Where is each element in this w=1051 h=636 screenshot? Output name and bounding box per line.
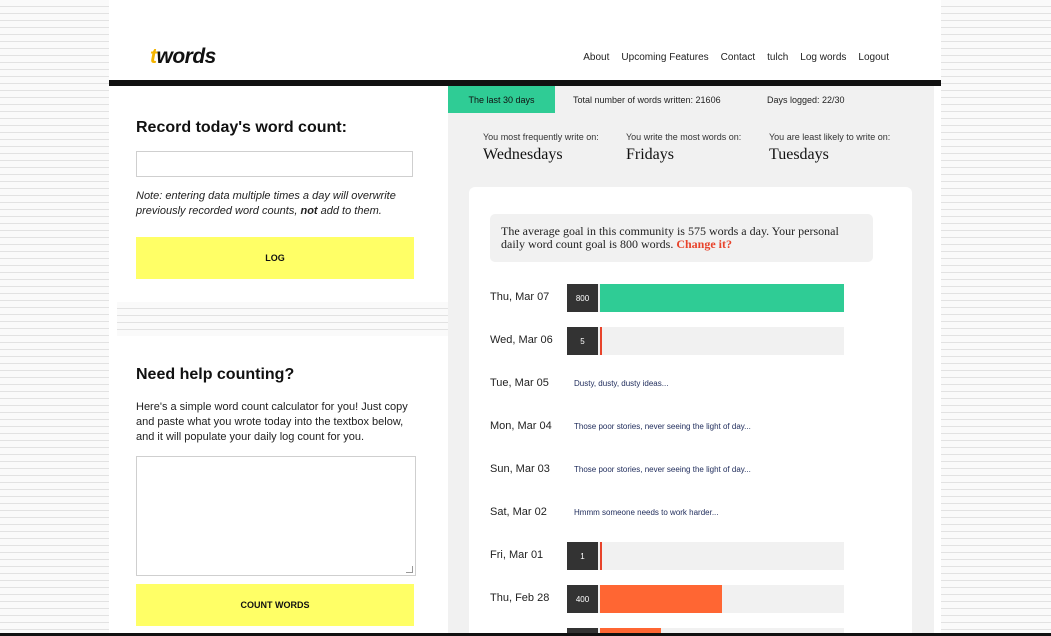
fact-value: Wednesdays	[483, 146, 563, 163]
day-message: Those poor stories, never seeing the light of day...	[574, 465, 751, 474]
nav-upcoming-features[interactable]: Upcoming Features	[621, 52, 709, 63]
fact-label: You are least likely to write on:	[769, 132, 891, 142]
site-header	[109, 0, 941, 80]
tab-last-30-days[interactable]: The last 30 days	[448, 86, 555, 113]
days-logged: Days logged: 22/30	[767, 95, 845, 105]
day-message: Hmmm someone needs to work harder...	[574, 508, 719, 517]
nav-username[interactable]: tulch	[767, 52, 789, 63]
fact-value: Fridays	[626, 146, 674, 163]
progress-track	[567, 327, 844, 355]
left-column	[117, 86, 433, 636]
help-card	[117, 336, 433, 636]
day-count-badge: 400	[567, 585, 598, 613]
help-card-title: Need help counting?	[136, 366, 295, 383]
card-separator	[117, 302, 449, 336]
day-count-badge: 800	[567, 284, 598, 312]
day-message: Those poor stories, never seeing the light of day...	[574, 422, 751, 431]
day-date: Tue, Mar 05	[490, 377, 549, 389]
day-row	[490, 370, 890, 398]
log-note-prefix: Note: entering data multiple times a day will overwrite previously recorded word counts,	[136, 190, 396, 217]
fact-label: You most frequently write on:	[483, 132, 599, 142]
day-row	[490, 413, 890, 441]
progress-track	[567, 542, 844, 570]
goal-box	[490, 214, 873, 262]
day-date: Thu, Mar 07	[490, 291, 550, 303]
fact-most-words	[626, 132, 741, 164]
change-goal-link[interactable]: Change it?	[676, 237, 732, 251]
logo-word: words	[156, 45, 216, 68]
day-message: Dusty, dusty, dusty ideas...	[574, 379, 669, 388]
fact-least-likely	[769, 132, 890, 164]
day-date: Mon, Mar 04	[490, 420, 552, 432]
progress-fill	[600, 585, 722, 613]
day-row	[490, 585, 890, 613]
log-button[interactable]: LOG	[136, 237, 414, 279]
day-date: Thu, Feb 28	[490, 592, 550, 604]
day-row	[490, 284, 890, 312]
day-date: Sun, Mar 03	[490, 463, 550, 475]
main-nav	[583, 52, 889, 63]
site-logo[interactable]	[150, 45, 216, 69]
log-note-bold: not	[300, 205, 318, 217]
nav-log-words[interactable]: Log words	[800, 52, 847, 63]
log-note	[136, 189, 416, 219]
log-note-suffix: add to them.	[317, 205, 382, 217]
nav-about[interactable]: About	[583, 52, 610, 63]
progress-fill	[600, 327, 602, 355]
day-row	[490, 327, 890, 355]
nav-logout[interactable]: Logout	[858, 52, 889, 63]
total-words: Total number of words written: 21606	[573, 95, 721, 105]
fact-most-frequent	[483, 132, 599, 164]
log-card-title: Record today's word count:	[136, 119, 347, 136]
resize-grip-icon[interactable]	[406, 566, 413, 573]
fact-value: Tuesdays	[769, 146, 829, 163]
day-count-badge: 5	[567, 327, 598, 355]
fact-label: You write the most words on:	[626, 132, 742, 142]
day-row	[490, 456, 890, 484]
progress-fill	[600, 284, 844, 312]
word-count-input[interactable]	[136, 151, 413, 177]
day-date: Wed, Mar 06	[490, 334, 553, 346]
day-row	[490, 499, 890, 527]
day-count-badge: 1	[567, 542, 598, 570]
goal-text	[501, 225, 861, 251]
goal-description: The average goal in this community is 575 words a day. Your personal daily word count goal is 800 words.	[501, 224, 839, 251]
day-date: Fri, Mar 01	[490, 549, 544, 561]
log-card	[117, 86, 433, 302]
stats-bar	[448, 86, 934, 113]
daily-log-panel	[469, 187, 912, 636]
count-words-button[interactable]: COUNT WORDS	[136, 584, 414, 626]
stats-column	[448, 86, 934, 636]
help-text: Here's a simple word count calculator for you! Just copy and paste what you wrote today into the textbox below, and it will populate your daily log count for you.	[136, 401, 408, 443]
day-row	[490, 542, 890, 570]
progress-fill	[600, 542, 602, 570]
word-count-textarea[interactable]	[136, 456, 416, 576]
page-container	[109, 0, 941, 636]
logo-letter-t: t	[150, 45, 157, 68]
nav-contact[interactable]: Contact	[720, 52, 756, 63]
day-date: Sat, Mar 02	[490, 506, 547, 518]
